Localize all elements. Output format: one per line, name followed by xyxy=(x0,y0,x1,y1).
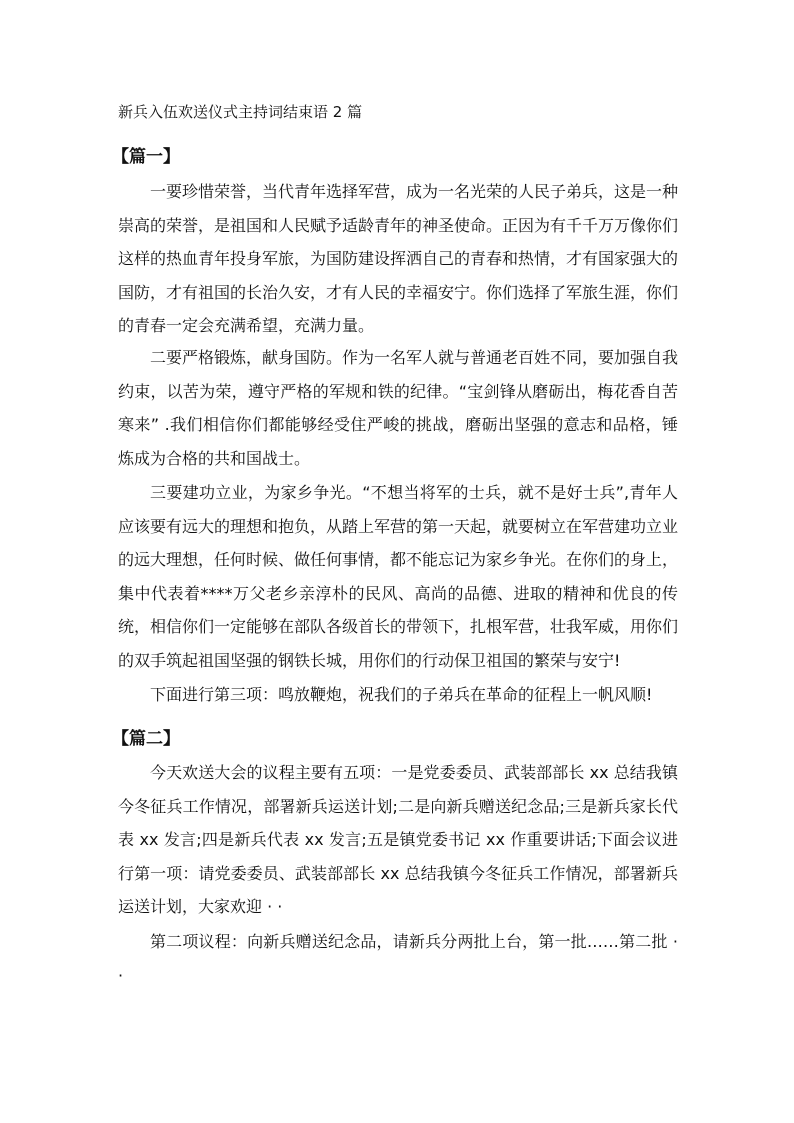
paragraph: 下面进行第三项：鸣放鞭炮，祝我们的子弟兵在革命的征程上一帆风顺! xyxy=(150,685,653,704)
section-heading-2: 【篇二】 xyxy=(112,729,180,749)
paragraph: 二要严格锻炼，献身国防。作为一名军人就与普通老百姓不同，要加强自我约束，以苦为荣，遵守严格的军规和铁的纪律。“宝剑锋从磨砺出，梅花香自苦寒来” .我们相信你们都能够经受住严峻的挑战，磨砺出坚强的意志和品格，锤炼成为合格的共和国战士。 xyxy=(118,348,679,468)
document-title: 新兵入伍欢送仪式主持词结束语 2 篇 xyxy=(118,103,363,121)
paragraph: 三要建功立业，为家乡争光。“不想当将军的士兵，就不是好士兵”,青年人应该要有远大的理想和抱负，从踏上军营的第一天起，就要树立在军营建功立业的远大理想，任何时候、做任何事情，都不能忘记为家乡争光。在你们的身上，集中代表着****万父老乡亲淳朴的民风、高尚的品德、进取的精神和优良的传统，相信你们一定能够在部队各级首长的带领下，扎根军营，壮我军威，用你们的双手筑起祖国坚强的钢铁长城，用你们的行动保卫祖国的繁荣与安宁! xyxy=(118,483,679,670)
section-heading-1: 【篇一】 xyxy=(112,147,180,167)
paragraph: 今天欢送大会的议程主要有五项：一是党委委员、武装部部长 xx 总结我镇今冬征兵工作情况，部署新兵运送计划;二是向新兵赠送纪念品;三是新兵家长代表 xx 发言;四是新兵代表 xx 发言;五是镇党委书记 xx 作重要讲话;下面会议进行第一项：请党委委员、武装部部长 xx 总结我镇今冬征兵工作情况，部署新兵运送计划，大家欢迎 · · xyxy=(118,763,678,916)
paragraph: 一要珍惜荣誉，当代青年选择军营，成为一名光荣的人民子弟兵，这是一种崇高的荣誉，是祖国和人民赋予适龄青年的神圣使命。正因为有千千万万像你们这样的热血青年投身军旅，为国防建设挥洒自己的青春和热情，才有国家强大的国防，才有祖国的长治久安，才有人民的幸福安宁。你们选择了军旅生涯，你们的青春一定会充满希望，充满力量。 xyxy=(118,182,679,335)
paragraph: 第二项议程：向新兵赠送纪念品，请新兵分两批上台，第一批……第二批 · · xyxy=(118,932,678,985)
